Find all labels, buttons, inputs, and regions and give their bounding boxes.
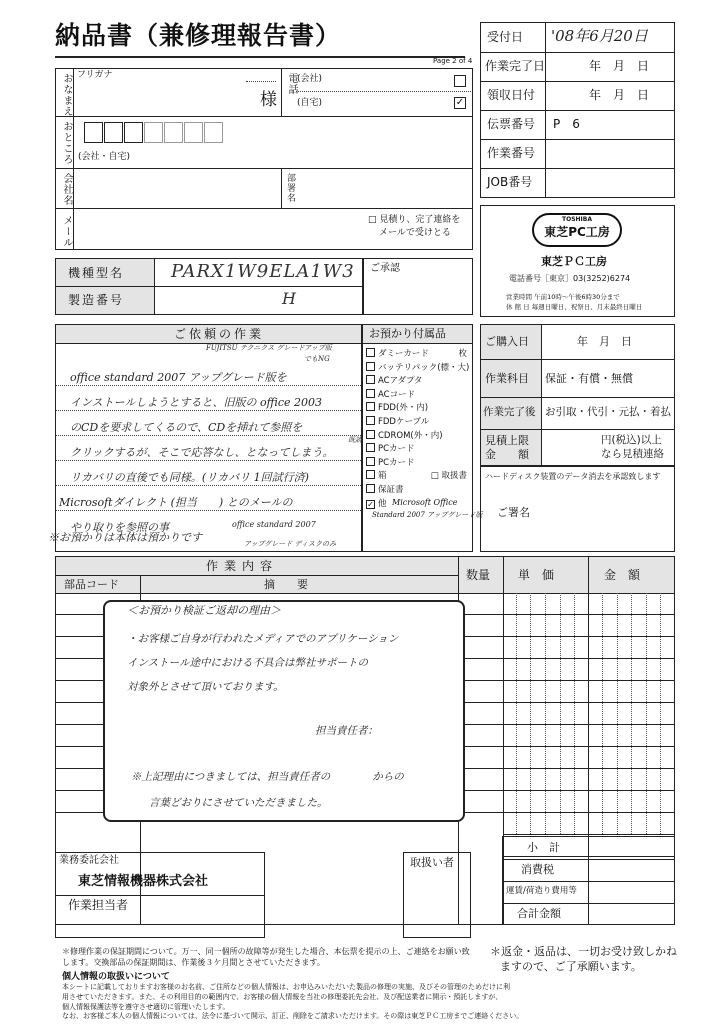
warranty-note: ＊修理作業の保証期間について。万一、同一個所の故障等が発生した場合、本伝票を提示の上、ご連絡をお願い致します。交換部品の保証期間は、作業後３ケ月間とさせていただきます。: [62, 947, 470, 967]
accessory-checkbox[interactable]: [366, 443, 375, 452]
privacy-line-1: 本シートに記載しておりますお客様のお名前、ご住所などの個人情報は、お申込みいただいた製品の修理の実施、及びその管理のためだけに利: [62, 983, 510, 991]
subtotal-label: 小 計: [527, 841, 560, 854]
shop-name: 東芝ＰＣ工房: [541, 255, 607, 268]
shop-logo-text: 東芝PC工房: [544, 225, 610, 239]
col-description: 摘 要: [264, 578, 308, 591]
contractor-label: 業務委託会社: [59, 855, 119, 866]
accessory-item: [366, 470, 471, 484]
model-table: [55, 258, 363, 315]
purchase-date-value: 年 月 日: [577, 335, 632, 348]
accessory-item: [366, 457, 471, 471]
slip-number-value: P 6: [553, 117, 580, 131]
accessory-suffix: □ 取扱書: [430, 471, 467, 482]
request-line-1: office standard 2007 アップグレード版を: [70, 371, 287, 384]
shop-info: [480, 205, 675, 317]
tax-label: 消費税: [521, 863, 554, 876]
request-note-top-2: でもNG: [304, 355, 330, 363]
accessory-item: [366, 402, 471, 416]
privacy-line-3: 個人情報保護法等を遵守させ適切に管理いたします。: [62, 1003, 230, 1011]
accessory-label: ACアダプタ: [378, 376, 423, 387]
received-date-value: '08年6月20日: [551, 27, 648, 45]
company-label: 会社名: [61, 173, 72, 206]
completed-date-label: 作業完了日: [485, 59, 546, 73]
accessory-checkbox[interactable]: [366, 457, 375, 466]
accessories-section: [362, 324, 483, 552]
work-line-6: 言葉どおりにさせていただきました。: [149, 797, 328, 809]
return-note-1: ＊返金・返品は、一切お受け致しかね: [490, 945, 677, 958]
privacy-line-2: 用させていただきます。また、その利用目的の範囲内で、お客様の個人情報を当社の修理委託先会社、及び配送業者に開示・預託しますが、: [62, 993, 503, 1001]
customer-info-table: [55, 68, 473, 250]
request-label: ご依頼の作業: [174, 327, 265, 341]
request-line-2: インストールしようとすると、旧版の office 2003: [70, 396, 323, 409]
accessory-item: [366, 389, 471, 403]
accessory-checkbox[interactable]: [366, 484, 375, 493]
approval-label: ご承認: [370, 263, 400, 274]
accessory-checkbox[interactable]: [366, 362, 375, 371]
request-line-7: やり取りを参照の事: [70, 521, 169, 534]
hdd-consent-note: ハードディスク装置のデータ消去を承認致します: [485, 472, 661, 481]
tel-company-label: (会社): [297, 74, 323, 84]
col-quantity: 数量: [466, 568, 491, 582]
after-completion-label: 作業完了後: [483, 406, 536, 418]
accessories-label: お預かり付属品: [369, 327, 446, 340]
work-line-1: ・お客様ご自身が行われたメディアでのアプリケーション: [127, 633, 399, 645]
return-note-2: ますので、ご了承願います。: [500, 960, 642, 973]
after-completion-value[interactable]: お引取・代引・元払・着払: [545, 406, 671, 418]
received-date-label: 受付日: [487, 30, 524, 44]
accessory-checkbox[interactable]: ✓: [367, 499, 374, 509]
accessory-label: 保証書: [378, 484, 404, 495]
work-line-2: インストール途中における不具合は弊社サポートの: [127, 657, 368, 669]
request-note-top: FUJITSU テクニクス グレードアップ版: [206, 344, 332, 352]
tel-company-checkbox[interactable]: [454, 75, 466, 87]
handler-label: 取扱い者: [410, 856, 454, 869]
job-number-label: JOB番号: [487, 175, 533, 189]
slip-number-label: 伝票番号: [487, 117, 536, 131]
accessory-checkbox[interactable]: [366, 430, 375, 439]
work-line-4: 担当責任者：: [315, 725, 378, 737]
shop-phone: 電話番号［東京］03(3252)6274: [509, 274, 631, 283]
accessory-checkbox[interactable]: [366, 389, 375, 398]
shipping-label: 運賃/荷造り費用等: [506, 886, 577, 896]
return-reason-title: ＜お預かり検証ご返却の理由＞: [127, 604, 281, 617]
shop-hours: 営業時間 午前10時〜午後6時30分まで: [506, 293, 620, 301]
accessory-other-note-2: Standard 2007 アップグレード版: [372, 511, 483, 519]
totals-table: [502, 836, 675, 925]
col-part-code: 部品コード: [64, 578, 119, 591]
request-line-6: Microsoftダイレクト (担当 ) とのメールの: [59, 496, 293, 509]
request-section: [55, 324, 362, 552]
approval-box: [363, 258, 473, 315]
accessory-checkbox[interactable]: [366, 348, 375, 357]
accessory-checkbox[interactable]: [366, 470, 375, 479]
page-title: 納品書（兼修理報告書）: [55, 21, 342, 50]
contractor-name: 東芝情報機器株式会社: [78, 874, 209, 889]
col-amount: 金 額: [604, 568, 641, 582]
request-line-5: リカバリの直後でも同様。(リカバリ 1回試行済): [70, 471, 309, 484]
accessory-label: PCカード: [378, 457, 415, 468]
postal-code-boxes: [84, 122, 224, 147]
return-reason-box: [103, 600, 465, 822]
contractor-box: [55, 852, 265, 938]
honorific: 様: [260, 90, 277, 110]
accessory-suffix: 枚: [458, 349, 467, 359]
accessory-label: CDROM(外・内): [378, 430, 443, 441]
completed-date-value: 年 月 日: [589, 59, 650, 73]
accessory-item: [366, 484, 471, 498]
model-label: 機種型名: [68, 266, 125, 280]
page-number: Page 2 of 4: [433, 57, 473, 65]
accessory-item: [366, 362, 471, 376]
work-subject-label: 作業科目: [485, 372, 529, 385]
col-unit-price: 単 価: [518, 568, 555, 582]
shop-holiday: 休 館 日 毎週日曜日、祝祭日、月末最終日曜日: [506, 303, 643, 311]
estimate-limit-value: 円(税込)以上: [601, 434, 662, 446]
mail-label: メール: [61, 215, 72, 248]
work-number-label: 作業番号: [487, 146, 536, 160]
request-footer-3: アップグレード ディスクのみ: [244, 540, 336, 548]
request-line-4: クリックするが、そこで応答なし、となってしまう。: [70, 446, 334, 459]
address-sub-label: (会社・自宅): [78, 152, 131, 162]
work-line-5: ※上記理由につきましては、担当責任者の からの: [131, 771, 404, 783]
request-side-note: 既読: [348, 436, 362, 444]
estimate-amount-label: 金 額: [485, 448, 529, 461]
work-subject-value[interactable]: 保証・有償・無償: [545, 372, 633, 385]
dept-label: 部署名: [285, 173, 295, 203]
furigana-label: フリガナ: [77, 70, 113, 80]
staff-label: 作業担当者: [68, 898, 129, 912]
request-footer-1: ※お預かりは本体は預かりです: [48, 531, 202, 544]
accessory-label: PCカード: [378, 444, 415, 455]
shop-logo: [532, 213, 622, 247]
receipt-date-value: 年 月 日: [589, 88, 650, 102]
accessory-checkbox[interactable]: [366, 402, 375, 411]
estimate-limit-label: 見積上限: [485, 434, 529, 447]
tel-label: 電話: [286, 73, 297, 95]
privacy-title: 個人情報の取扱いについて: [62, 972, 170, 982]
accessory-other-note: Microsoft Office: [392, 498, 458, 507]
shop-brand: TOSHIBA: [562, 216, 592, 223]
mail-opt-in-note-2: メールで受けとる: [379, 228, 451, 238]
receipt-date-label: 領収日付: [487, 88, 536, 102]
accessory-item: [366, 416, 471, 430]
name-label: おなまえ: [61, 73, 72, 117]
model-value: PARX1W9ELA1W3: [171, 261, 355, 282]
address-label: おところ: [61, 121, 72, 165]
accessory-label: ACコード: [378, 389, 416, 400]
header-info-table: [480, 22, 675, 198]
accessory-checkbox[interactable]: [366, 416, 375, 425]
accessory-label: バッテリパック(標・大): [378, 362, 470, 373]
accessory-label: FDDケーブル: [378, 416, 430, 427]
accessory-item: [366, 375, 471, 389]
accessory-item: [366, 443, 471, 457]
privacy-line-4: なお、お客様ご本人の個人情報については、法令に基づいて開示、訂正、削除をご請求いただけます。その際は東芝ＰＣ工房までご連絡ください。: [62, 1012, 524, 1020]
tel-home-checkbox[interactable]: ✓: [455, 97, 465, 108]
signature-label: ご署名: [497, 506, 530, 519]
estimate-contact-note: なら見積連絡: [601, 448, 664, 460]
accessory-label: ダミーカード: [378, 349, 429, 359]
work-line-3: 対象外とさせて頂いております。: [127, 681, 284, 693]
serial-value: H: [282, 289, 296, 308]
request-line-3: のCDを要求してくるので、CDを挿れて参照を: [70, 421, 303, 434]
accessory-label: 他: [378, 498, 387, 509]
accessory-label: FDD(外・内): [378, 403, 429, 414]
hdd-consent-box: [480, 466, 675, 552]
request-footer-2: office standard 2007: [232, 520, 316, 529]
accessory-item: [366, 348, 471, 362]
accessory-checkbox[interactable]: [366, 375, 375, 384]
serial-label: 製造番号: [68, 293, 125, 307]
mail-opt-in-note[interactable]: □ 見積り、完了連絡を: [368, 215, 461, 225]
handler-box: [403, 852, 471, 938]
accessory-label: 箱: [378, 471, 387, 482]
tel-home-label: (自宅): [297, 98, 323, 108]
work-title: 作業内容: [206, 559, 279, 573]
accessory-item: [366, 430, 471, 444]
purchase-table: [480, 324, 675, 466]
purchase-date-label: ご購入日: [485, 335, 529, 348]
total-label: 合計金額: [517, 907, 561, 920]
